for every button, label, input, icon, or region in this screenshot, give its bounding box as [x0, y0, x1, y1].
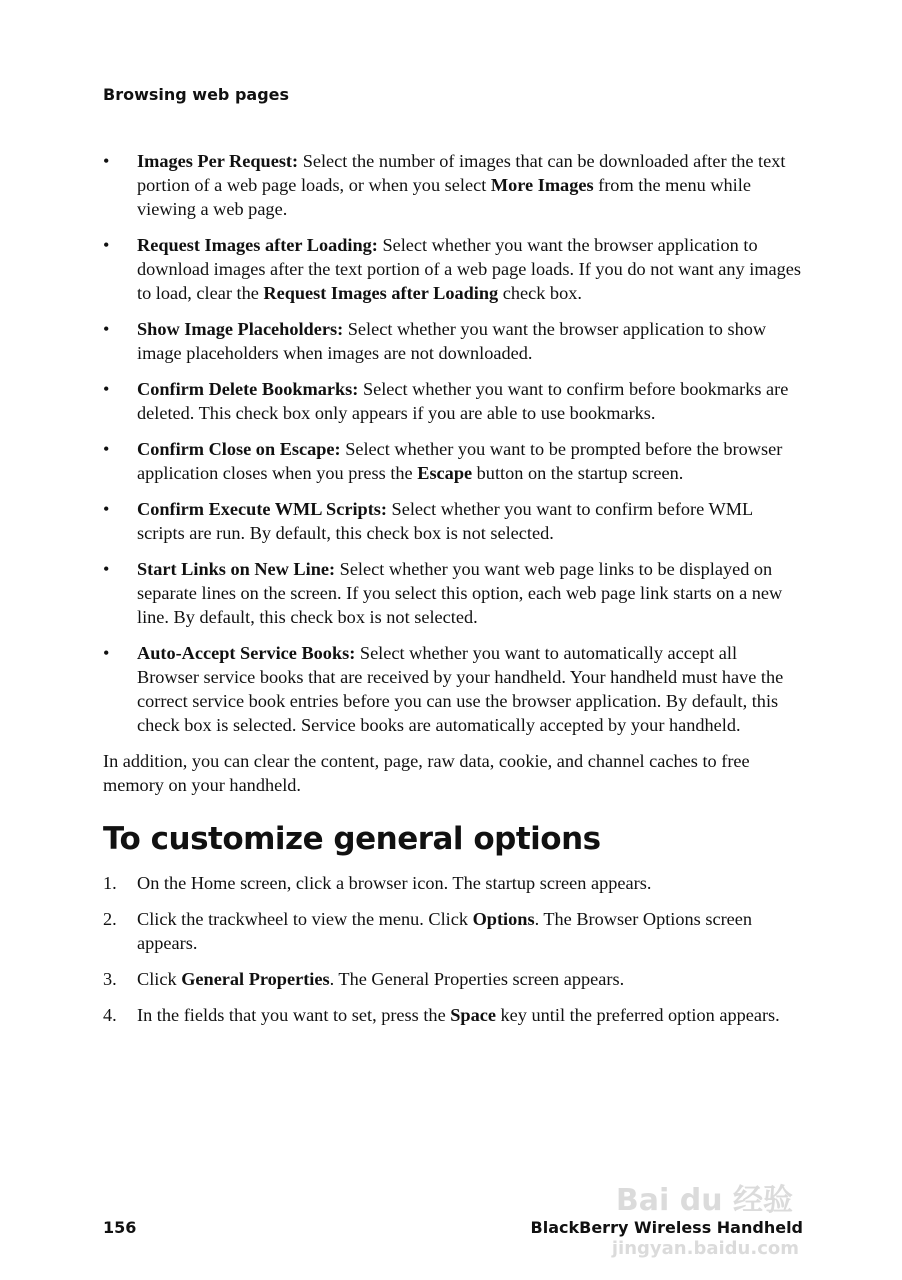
bullet-marker: •	[103, 499, 110, 519]
bullet-marker: •	[103, 379, 110, 399]
bold-term: General Properties	[181, 969, 330, 989]
bullet-item	[103, 557, 803, 629]
body-text: button on the startup screen.	[472, 463, 684, 483]
bold-term: Request Images after Loading:	[137, 235, 378, 255]
bold-term: Show Image Placeholders:	[137, 319, 344, 339]
baidu-watermark-url: jingyan.baidu.com	[611, 1238, 799, 1259]
bold-term: Auto-Accept Service Books:	[137, 643, 356, 663]
bullet-item	[103, 149, 803, 221]
body-text: Select whether you want to confirm before WML scripts are run. By default, this check box is not selected.	[137, 499, 753, 543]
bullet-marker: •	[103, 235, 110, 255]
body-text: . The General Properties screen appears.	[329, 969, 625, 989]
body-text: Select whether you want to confirm before bookmarks are deleted. This check box only appears if you are able to use bookmarks.	[137, 379, 789, 423]
bold-term: Images Per Request:	[137, 151, 299, 171]
bold-term: Escape	[417, 463, 473, 483]
body-text: key until the preferred option appears.	[495, 1005, 780, 1025]
bold-term: Confirm Delete Bookmarks:	[137, 379, 359, 399]
step-item	[103, 907, 803, 955]
footer-row	[103, 1218, 803, 1238]
body-text: Select whether you want the browser application to show image placeholders when images are not downloaded.	[137, 319, 767, 363]
cache-paragraph: In addition, you can clear the content, page, raw data, cookie, and channel caches to free memory on your handheld.	[103, 751, 750, 795]
book-title: BlackBerry Wireless Handheld	[530, 1218, 803, 1237]
bullet-marker: •	[103, 151, 110, 171]
body-text: Select whether you want web page links to be displayed on separate lines on the screen. If you select this option, each web page link starts on a new line. By default, this check box is not selected.	[137, 559, 783, 627]
bold-term: Space	[450, 1005, 496, 1025]
running-header: Browsing web pages	[103, 85, 290, 104]
steps-list	[103, 871, 803, 1039]
page-footer	[103, 1184, 803, 1280]
bullet-item	[103, 497, 803, 545]
bullet-marker: •	[103, 319, 110, 339]
bold-term: Confirm Execute WML Scripts:	[137, 499, 387, 519]
options-bullet-list	[103, 149, 803, 749]
bullet-item	[103, 377, 803, 425]
bold-term: Request Images after Loading	[263, 283, 499, 303]
bold-term: Confirm Close on Escape:	[137, 439, 341, 459]
section-heading: To customize general options	[103, 821, 601, 857]
step-item	[103, 871, 803, 895]
page-number: 156	[103, 1218, 137, 1237]
body-text: Select whether you want to be prompted before the browser application closes when you press the	[137, 439, 783, 483]
bullet-item	[103, 437, 803, 485]
step-item	[103, 1003, 803, 1027]
bullet-item	[103, 317, 803, 365]
baidu-watermark-logo: Bai du 经验	[615, 1183, 793, 1218]
body-text: Select whether you want to automatically accept all Browser service books that are received by your handheld. Your handheld must have the correct service book entries before you can use the browser application. By default, this check box is selected. Service books are automatically accepted by your handheld.	[137, 643, 784, 735]
step-number: 3.	[103, 969, 117, 989]
step-number: 2.	[103, 909, 117, 929]
body-text: . The Browser Options screen appears.	[137, 909, 753, 953]
bullet-marker: •	[103, 439, 110, 459]
bold-term: Options	[472, 909, 535, 929]
step-number: 4.	[103, 1005, 117, 1025]
bullet-marker: •	[103, 559, 110, 579]
bold-term: More Images	[490, 175, 594, 195]
bullet-marker: •	[103, 643, 110, 663]
body-text: Click the trackwheel to view the menu. Click	[137, 909, 473, 929]
body-text: Click	[137, 969, 182, 989]
bullet-item	[103, 641, 803, 737]
body-text: from the menu while viewing a web page.	[137, 175, 751, 219]
body-text: On the Home screen, click a browser icon. The startup screen appears.	[137, 873, 652, 893]
body-text: Select the number of images that can be downloaded after the text portion of a web page loads, or when you select	[137, 151, 786, 195]
body-text: In the fields that you want to set, press the	[137, 1005, 451, 1025]
step-number: 1.	[103, 873, 117, 893]
bold-term: Start Links on New Line:	[137, 559, 336, 579]
body-text: check box.	[498, 283, 582, 303]
bullet-item	[103, 233, 803, 305]
body-text: Select whether you want the browser application to download images after the text portion of a web page loads. If you do not want any images to load, clear the	[137, 235, 802, 303]
step-item	[103, 967, 803, 991]
